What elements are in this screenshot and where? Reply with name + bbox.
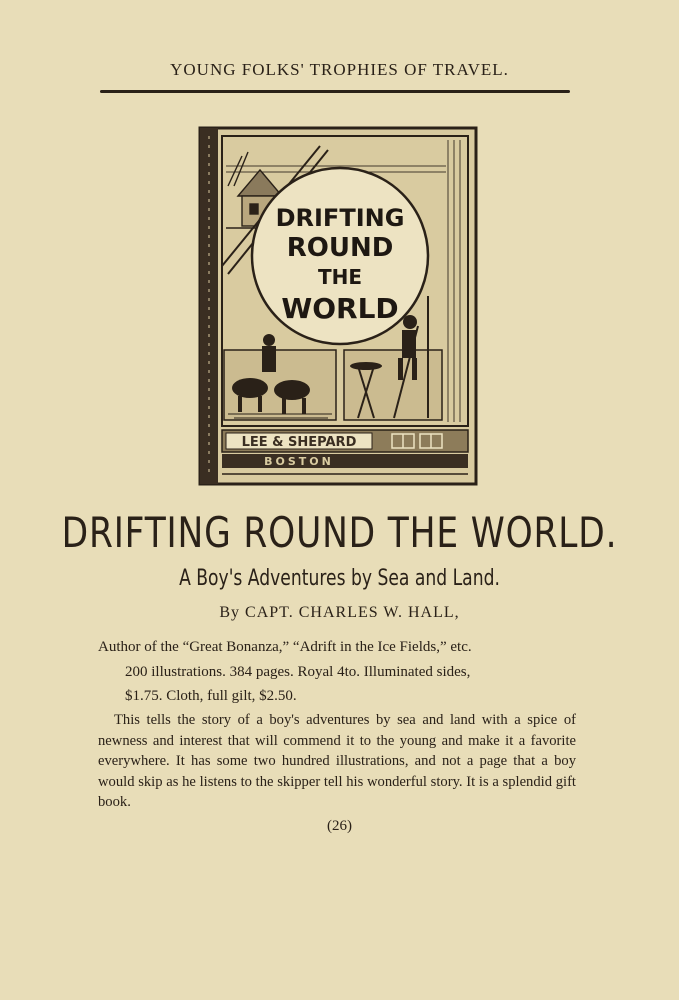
author-of-line: Author of the “Great Bonanza,” “Adrift in the Ice Fields,” etc. bbox=[98, 639, 472, 655]
description-paragraph: This tells the story of a boy's adventures by sea and land with a spice of newness and interest that will commend it to the young and make it a favorite everywhere. It has some two hundred illustrations, and not a page that a boy would skip as he listens to the skipper tell his wonderful story. It is a splendid gift book. bbox=[98, 712, 576, 811]
cover-title-line-1: DRIFTING bbox=[275, 204, 405, 232]
page-number: (26) bbox=[327, 818, 352, 834]
header-rule bbox=[100, 90, 570, 93]
cover-title-line-4: WORLD bbox=[281, 292, 399, 325]
cover-publisher: LEE & SHEPARD bbox=[241, 435, 357, 450]
running-head: YOUNG FOLKS' TROPHIES OF TRAVEL. bbox=[170, 60, 509, 79]
book-details-line: 200 illustrations. 384 pages. Royal 4to. Illuminated sides, bbox=[125, 664, 471, 680]
book-title: DRIFTING ROUND THE WORLD. bbox=[61, 508, 618, 557]
book-subtitle: A Boy's Adventures by Sea and Land. bbox=[179, 566, 500, 591]
book-byline: By CAPT. CHARLES W. HALL, bbox=[219, 604, 460, 621]
cover-title-line-3: THE bbox=[317, 265, 363, 289]
book-price-line: $1.75. Cloth, full gilt, $2.50. bbox=[125, 688, 297, 704]
cover-city: BOSTON bbox=[264, 455, 334, 468]
book-description bbox=[98, 710, 576, 813]
cover-svg bbox=[198, 126, 478, 488]
book-cover-illustration bbox=[198, 126, 478, 488]
cover-title-line-2: ROUND bbox=[286, 233, 394, 263]
